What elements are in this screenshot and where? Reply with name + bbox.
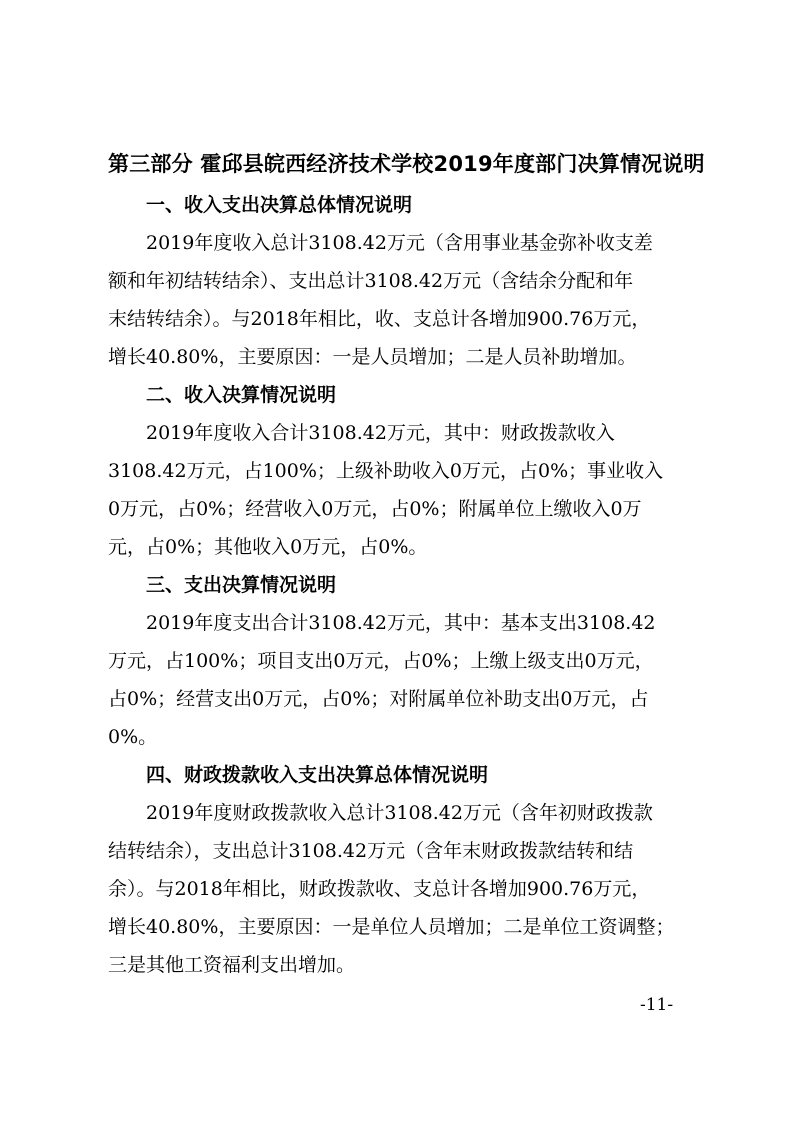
paragraph-line: 2019年度收入总计3108.42万元（含用事业基金弥补收支差 bbox=[146, 232, 653, 254]
paragraph-line: 2019年度收入合计3108.42万元，其中：财政拨款收入 bbox=[146, 422, 615, 444]
section-paragraph bbox=[108, 224, 692, 376]
section-1 bbox=[108, 186, 692, 376]
paragraph-line: 占0%；经营支出0万元，占0%；对附属单位补助支出0万元，占 bbox=[108, 688, 649, 710]
paragraph-line: 末结转结余）。与2018年相比，收、支总计各增加900.76万元， bbox=[108, 308, 651, 330]
section-heading: 一、收入支出决算总体情况说明 bbox=[146, 194, 413, 216]
page-title: 第三部分 霍邱县皖西经济技术学校2019年度部门决算情况说明 bbox=[108, 152, 705, 176]
paragraph-line: 增长40.80%，主要原因：一是人员增加；二是人员补助增加。 bbox=[108, 346, 637, 368]
paragraph-line: 0万元，占0%；经营收入0万元，占0%；附属单位上缴收入0万 bbox=[108, 498, 642, 520]
section-paragraph bbox=[108, 604, 692, 756]
paragraph-line: 三是其他工资福利支出增加。 bbox=[108, 954, 356, 976]
section-paragraph bbox=[108, 414, 692, 566]
section-3 bbox=[108, 566, 692, 756]
section-heading: 四、财政拨款收入支出决算总体情况说明 bbox=[146, 764, 489, 786]
paragraph-line: 结转结余），支出总计3108.42万元（含年末财政拨款结转和结 bbox=[108, 840, 634, 862]
paragraph-line: 额和年初结转结余）、支出总计3108.42万元（含结余分配和年 bbox=[108, 270, 634, 292]
page-number: -11- bbox=[640, 995, 674, 1015]
paragraph-line: 元，占0%；其他收入0万元，占0%。 bbox=[108, 536, 428, 558]
paragraph-line: 余）。与2018年相比，财政拨款收、支总计各增加900.76万元， bbox=[108, 878, 651, 900]
paragraph-line: 2019年度财政拨款收入总计3108.42万元（含年初财政拨款 bbox=[146, 802, 653, 824]
section-4 bbox=[108, 756, 692, 984]
paragraph-line: 2019年度支出合计3108.42万元，其中：基本支出3108.42 bbox=[146, 612, 656, 634]
section-heading: 二、收入决算情况说明 bbox=[146, 384, 337, 406]
paragraph-line: 增长40.80%，主要原因：一是单位人员增加；二是单位工资调整； bbox=[108, 916, 675, 938]
paragraph-line: 0%。 bbox=[108, 726, 158, 748]
section-2 bbox=[108, 376, 692, 566]
section-paragraph bbox=[108, 794, 692, 984]
section-heading: 三、支出决算情况说明 bbox=[146, 574, 337, 596]
paragraph-line: 万元，占100%；项目支出0万元，占0%；上缴上级支出0万元， bbox=[108, 650, 654, 672]
paragraph-line: 3108.42万元，占100%；上级补助收入0万元，占0%；事业收入 bbox=[108, 460, 664, 482]
